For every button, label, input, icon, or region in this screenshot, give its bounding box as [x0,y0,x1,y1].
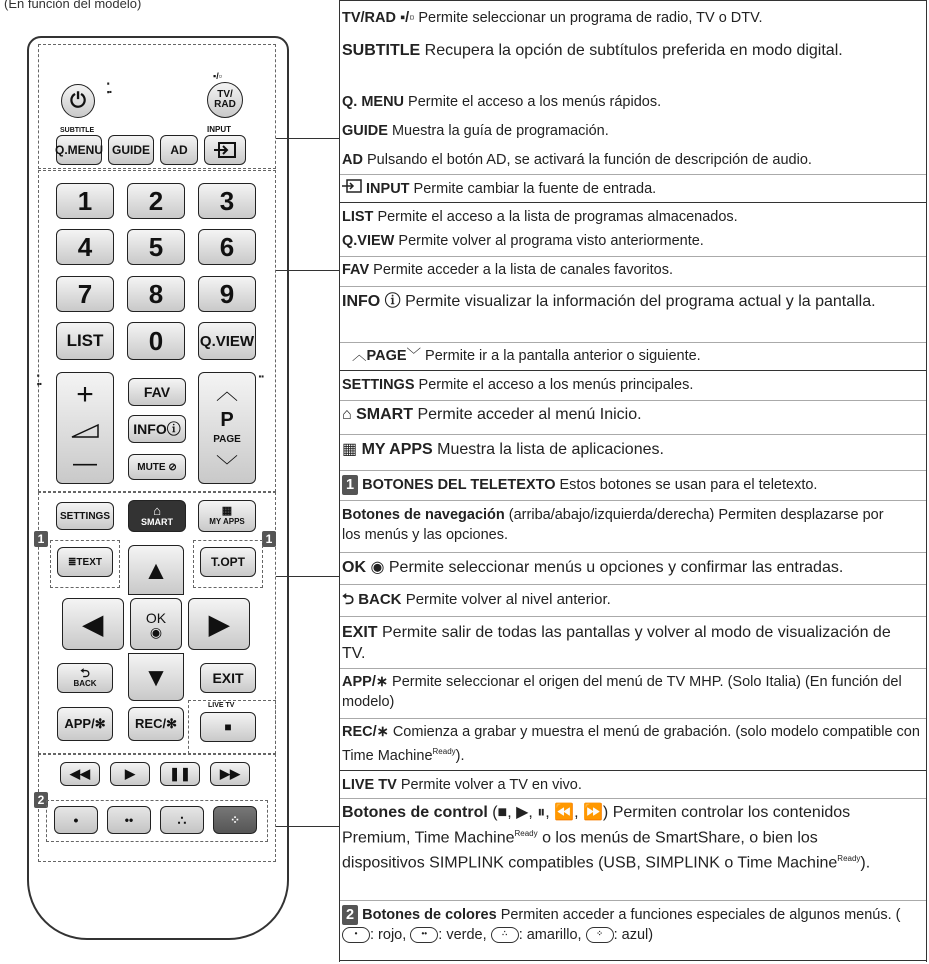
num-5-button[interactable]: 5 [127,229,185,265]
livetv-label: LIVE TV [208,702,235,709]
leader-number [276,270,339,271]
desc-control-sup: Ready [514,829,538,838]
desc-nav-key: Botones de navegación [342,507,505,523]
rewind-button[interactable] [60,762,100,786]
yellow-button[interactable]: ∴ [160,806,204,834]
desc-fav-key: FAV [342,262,370,278]
leader-top-stub [276,138,302,139]
sep-group [340,202,926,203]
back-button[interactable] [57,663,113,693]
desc-colors [342,905,917,945]
desc-rec-sup: Ready [432,747,456,756]
sep [340,500,926,501]
tactile-dots: ⁚. [106,80,111,96]
chevron-down-icon[interactable]: ﹀ [215,453,238,479]
power-button[interactable]: ⏻ [61,84,95,118]
desc-input-key: INPUT [366,181,410,197]
grid-icon: ▦ [342,441,358,458]
num-2-button[interactable]: 2 [127,183,185,219]
nav-left-button[interactable] [62,598,124,650]
subtitle-label: SUBTITLE [60,127,95,134]
back-label: BACK [73,679,97,688]
fav-button[interactable]: FAV [128,378,186,406]
arrow-right-icon: ▶ [209,608,229,639]
myapps-button[interactable] [198,500,256,532]
myapps-label: MY APPS [209,517,245,526]
desc-teletext-text: Estos botones se usan para el teletexto. [555,477,818,493]
desc-settings-key: SETTINGS [342,377,415,393]
ok-label: OK [145,610,167,626]
green-button-icon: •• [410,927,438,943]
sep-group [340,770,926,771]
desc-teletext [342,475,924,495]
desc-myapps [342,440,924,460]
desc-myapps-text: Muestra la lista de aplicaciones. [432,441,664,458]
sep [340,718,926,719]
yellow-button-icon: ∴ [491,927,519,943]
desc-control-text2: o los menús de SmartShare, o bien los dispositivos SIMPLINK compatibles (USB, SIMPLINK o Time Machine [342,829,838,872]
badge-1: 1 [342,475,358,495]
info-icon: ⓘ [384,293,401,310]
panel-bottom-border [340,960,926,961]
rewind-icon: ◀◀ [70,766,90,781]
fastforward-icon: ▶▶ [220,766,240,781]
desc-teletext-key: BOTONES DEL TELETEXTO [362,477,556,493]
sep [340,900,926,901]
num-7-button[interactable]: 7 [56,276,114,312]
back-arrow-icon: ⮌ [80,666,90,680]
leader-control [276,826,339,827]
desc-rec-key: REC/∗ [342,724,389,740]
sep-group [340,370,926,371]
qview-button[interactable]: Q.VIEW [198,322,256,360]
desc-colors-blue: : azul) [613,927,654,943]
sep [340,174,926,175]
panel-top-border [340,0,926,1]
desc-list [342,207,924,227]
desc-list-text: Permite el acceso a la lista de programas almacenados. [373,209,738,225]
arrow-down-icon: ▼ [143,661,169,692]
desc-control-key: Botones de control [342,804,488,821]
tv-radio-icon: ▪/▫ [400,10,415,27]
desc-qmenu-text: Permite el acceso a los menús rápidos. [404,94,662,110]
badge-1-left: 1 [34,531,48,547]
desc-colors-key: Botones de colores [362,907,497,923]
input-icon [342,179,362,199]
exit-button[interactable]: EXIT [200,663,256,693]
leader-top [302,138,339,139]
volume-down[interactable]: — [73,449,97,477]
desc-exit [342,622,902,664]
ad-button[interactable]: AD [160,135,198,165]
desc-control-text1: Permiten controlar los contenidos Premium, Time Machine [342,804,851,847]
pause-icon: ❚❚ [169,766,191,781]
desc-subtitle-key: SUBTITLE [342,42,421,59]
smart-button[interactable] [128,500,186,532]
play-icon: ▶ [125,766,135,781]
settings-button[interactable]: SETTINGS [56,502,114,530]
smart-label: SMART [141,517,173,527]
badge-2: 2 [34,792,48,808]
red-button[interactable]: • [54,806,98,834]
num-9-button[interactable]: 9 [198,276,256,312]
num-3-button[interactable]: 3 [198,183,256,219]
qmenu-button[interactable]: Q.MENU [56,135,102,165]
desc-guide-key: GUIDE [342,123,388,139]
volume-up[interactable]: + [76,378,94,412]
list-button[interactable]: LIST [56,322,114,360]
fastforward-button[interactable] [210,762,250,786]
num-6-button[interactable]: 6 [198,229,256,265]
sep [340,342,926,343]
desc-guide [342,121,924,141]
desc-colors-yellow: : amarillo, [518,927,586,943]
desc-page-text: Permite ir a la pantalla anterior o siguiente. [421,348,701,364]
volume-icon [70,423,100,439]
desc-myapps-key: MY APPS [361,441,433,458]
sep [340,552,926,553]
green-button[interactable]: •• [107,806,151,834]
desc-nav [342,505,902,545]
num-4-button[interactable]: 4 [56,229,114,265]
livetv-button[interactable] [200,712,256,742]
app-button[interactable]: APP/✻ [57,707,113,741]
desc-ad [342,150,924,170]
blue-button[interactable]: ⁘ [213,806,257,834]
nav-down-button[interactable] [128,653,184,701]
leader-nav [276,576,339,577]
desc-back-key: BACK [358,591,402,608]
ok-button[interactable] [130,598,182,650]
arrow-left-icon: ◀ [83,608,103,639]
chevron-down-icon: ﹀ [406,348,422,364]
sep [340,798,926,799]
desc-livetv-key: LIVE TV [342,777,397,793]
red-button-icon: • [342,927,370,943]
desc-smart [342,405,924,425]
desc-fav-text: Permite acceder a la lista de canales favoritos. [369,262,673,278]
desc-colors-green: : verde, [438,927,491,943]
desc-ok [342,558,924,578]
desc-settings [342,375,924,395]
input-button[interactable] [204,135,246,165]
page-p-label: P [220,409,234,432]
volume-rocker[interactable] [56,372,114,484]
arrow-up-icon: ▲ [143,554,169,585]
desc-exit-text: Permite salir de todas las pantallas y volver al modo de visualización de TV. [342,624,891,662]
badge-2: 2 [342,905,358,925]
input-icon [213,141,237,159]
page-label: PAGE [213,433,241,445]
sep [340,286,926,287]
desc-rec-tail: ). [455,747,465,764]
desc-smart-key: SMART [356,406,414,423]
play-button[interactable] [110,762,150,786]
desc-page-key: PAGE [366,348,407,364]
desc-qview-key: Q.VIEW [342,233,395,249]
sep [340,256,926,257]
rec-button[interactable]: REC/✻ [128,707,184,741]
ok-circle-icon: ◉ [149,624,163,640]
guide-button[interactable]: GUIDE [108,135,154,165]
desc-ok-key: OK [342,559,366,576]
desc-colors-text: Permiten acceder a funciones especiales de algunos menús. ( [496,907,901,923]
chevron-up-icon: ︿ [352,348,367,364]
input-label: INPUT [207,125,231,134]
num-1-button[interactable]: 1 [56,183,114,219]
desc-control-sup2: Ready [837,854,861,864]
num-0-button[interactable]: 0 [127,322,185,360]
desc-livetv-text: Permite volver a TV en vivo. [396,777,582,793]
desc-app [342,672,924,712]
desc-tvrad [342,8,924,28]
desc-ad-text: Pulsando el botón AD, se activará la función de descripción de audio. [362,152,812,168]
sep [340,668,926,669]
num-8-button[interactable]: 8 [127,276,185,312]
desc-tvrad-key: TV/RAD [342,10,396,26]
desc-rec [342,722,924,766]
back-arrow-icon: ⮌ [342,591,355,608]
desc-qview-text: Permite volver al programa visto anteriormente. [394,233,704,249]
desc-guide-text: Muestra la guía de programación. [387,123,609,139]
description-panel [339,0,927,962]
desc-rec-text: Comienza a grabar y muestra el menú de grabación. (solo modelo compatible con Time Machine [342,724,920,764]
sep [340,470,926,471]
topt-button[interactable]: T.OPT [200,547,256,577]
desc-exit-key: EXIT [342,624,378,641]
desc-page [352,346,924,366]
grid-icon: ▦ [221,505,233,517]
pause-button[interactable] [160,762,200,786]
tv-radio-icon: ▪/▫ [213,71,222,81]
desc-info-key: INFO [342,293,381,310]
tactile-dots-left: ⁚. [36,372,41,388]
desc-tvrad-text: Permite seleccionar un programa de radio, TV o DTV. [414,10,763,26]
sep [340,400,926,401]
desc-subtitle [342,40,902,61]
page-rocker[interactable] [198,372,256,484]
sep [340,616,926,617]
desc-livetv [342,775,924,795]
desc-nav-text: (arriba/abajo/izquierda/derecha) Permiten desplazarse por los menús y las opciones. [342,507,884,543]
desc-app-key: APP/∗ [342,674,388,690]
desc-app-text: Permite seleccionar el origen del menú de TV MHP. (Solo Italia) (En función del modelo) [342,674,902,710]
desc-fav [342,260,924,280]
desc-subtitle-text: Recupera la opción de subtítulos preferida en modo digital. [420,42,843,59]
chevron-up-icon[interactable]: ︿ [215,379,238,405]
desc-control [342,802,902,874]
ok-circle-icon: ◉ [370,559,385,576]
sep [340,434,926,435]
desc-qmenu [342,92,924,112]
desc-ok-text: Permite seleccionar menús u opciones y confirmar las entradas. [384,559,844,576]
desc-control-symbols: (■, ▶, ⏸, ⏪, ⏩) [487,804,609,821]
desc-qview [342,231,924,251]
blue-button-icon: ⁘ [586,927,614,943]
desc-back [342,590,924,610]
desc-back-text: Permite volver al nivel anterior. [401,591,611,608]
text-button[interactable]: ≣TEXT [57,547,113,577]
badge-1-right: 1 [262,531,276,547]
info-button[interactable]: INFOⓘ [128,415,186,443]
mute-button[interactable]: MUTE ⊘ [128,454,186,480]
desc-info [342,291,917,313]
desc-smart-text: Permite acceder al menú Inicio. [413,406,642,423]
desc-control-tail: ). [860,854,871,872]
desc-colors-red: : rojo, [370,927,411,943]
tvrad-button[interactable]: TV/ RAD [207,82,243,118]
home-icon: ⌂ [153,503,161,518]
desc-input-text: Permite cambiar la fuente de entrada. [409,181,657,197]
home-icon: ⌂ [342,406,352,423]
sep [340,584,926,585]
desc-info-text: Permite visualizar la información del programa actual y la pantalla. [400,293,876,310]
nav-up-button[interactable] [128,545,184,595]
tactile-dots-right: ·· [258,368,264,384]
model-caption: (En función del modelo) [4,0,142,11]
desc-list-key: LIST [342,209,374,225]
desc-input [342,179,924,199]
desc-ad-key: AD [342,152,363,168]
stop-icon: ■ [224,720,232,734]
desc-settings-text: Permite el acceso a los menús principales. [414,377,694,393]
desc-qmenu-key: Q. MENU [342,94,405,110]
nav-right-button[interactable] [188,598,250,650]
